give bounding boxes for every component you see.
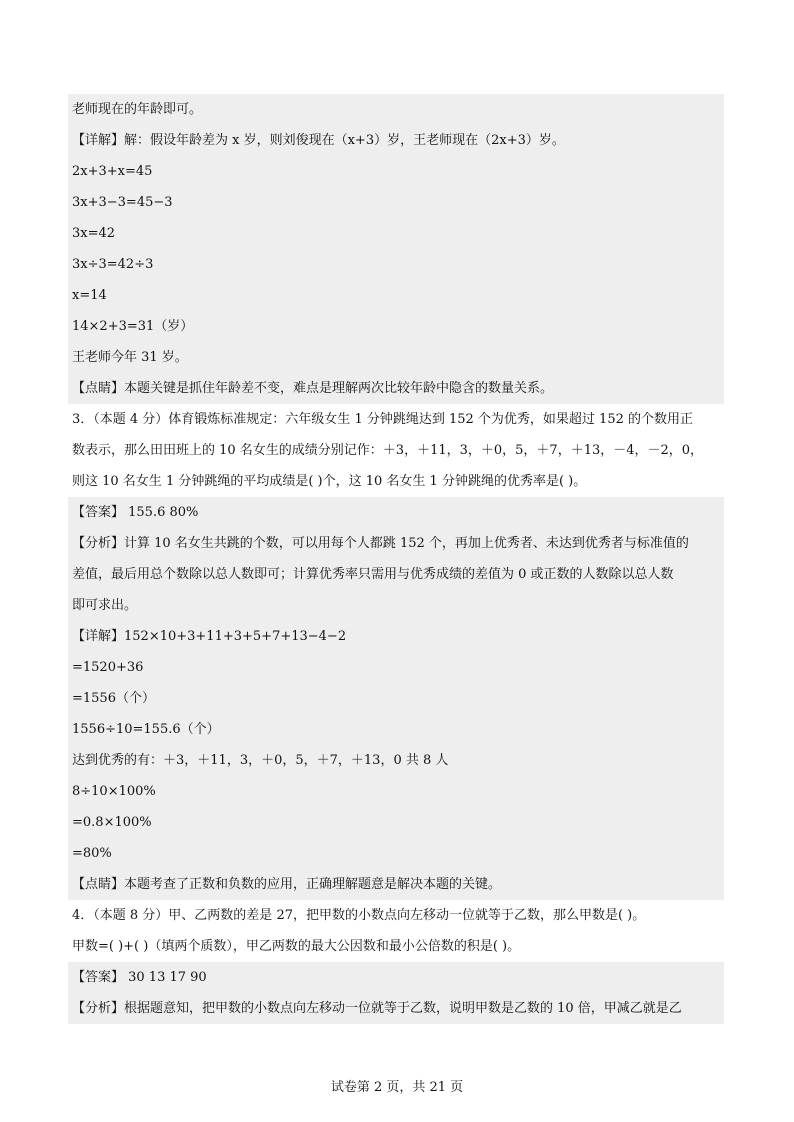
- text-line: 14×2+3=31（岁）: [68, 311, 724, 342]
- text-line: 3x=42: [68, 218, 724, 249]
- text-line: 3x+3−3=45−3: [68, 187, 724, 218]
- text-line: =1520+36: [68, 652, 724, 683]
- text-line: 达到优秀的有：＋3，＋11，3，＋0，5，＋7，＋13，0 共 8 人: [68, 745, 724, 776]
- text-line: 【详解】152×10+3+11+3+5+7+13−4−2: [68, 621, 724, 652]
- page-footer: 试卷第 2 页，共 21 页: [330, 1080, 464, 1095]
- text-line: 甲数=( )+( )（填两个质数），甲乙两数的最大公因数和最小公倍数的积是( )。: [72, 939, 521, 954]
- text-line: 老师现在的年龄即可。: [68, 94, 724, 125]
- text-line: 【答案】 155.6 80%: [68, 497, 724, 528]
- text-line: 3x÷3=42÷3: [68, 249, 724, 280]
- text-line: 【答案】 30 13 17 90: [68, 962, 724, 993]
- text-line: 【详解】解：假设年龄差为 x 岁，则刘俊现在（x+3）岁，王老师现在（2x+3）岁。: [68, 125, 724, 156]
- text-line: 则这 10 名女生 1 分钟跳绳的平均成绩是( )个，这 10 名女生 1 分钟跳绳的优秀率是( )。: [72, 474, 587, 489]
- text-line: x=14: [68, 280, 724, 311]
- text-line: 【点睛】本题关键是抓住年龄差不变，难点是理解两次比较年龄中隐含的数量关系。: [68, 373, 724, 404]
- text-line: 【点睛】本题考查了正数和负数的应用，正确理解题意是解决本题的关键。: [68, 869, 724, 900]
- text-line: 8÷10×100%: [68, 776, 724, 807]
- text-line: 4．（本题 8 分）甲、乙两数的差是 27，把甲数的小数点向左移动一位就等于乙数，那么甲数是( )。: [72, 908, 646, 923]
- text-line: 2x+3+x=45: [68, 156, 724, 187]
- text-line: 王老师今年 31 岁。: [68, 342, 724, 373]
- text-line: 数表示，那么田田班上的 10 名女生的成绩分别记作：＋3，＋11，3，＋0，5，＋7，＋13，－4，－2，0，: [72, 443, 704, 458]
- text-line: 即可求出。: [68, 590, 724, 621]
- page-content: [68, 94, 724, 1024]
- text-line: 【分析】根据题意知，把甲数的小数点向左移动一位就等于乙数，说明甲数是乙数的 10 倍，甲减乙就是乙: [68, 993, 724, 1024]
- text-line: 1556÷10=155.6（个）: [68, 714, 724, 745]
- text-line: 差值，最后用总个数除以总人数即可；计算优秀率只需用与优秀成绩的差值为 0 或正数的人数除以总人数: [68, 559, 724, 590]
- text-line: 3．（本题 4 分）体育锻炼标准规定：六年级女生 1 分钟跳绳达到 152 个为优秀，如果超过 152 的个数用正: [72, 412, 693, 427]
- text-line: 【分析】计算 10 名女生共跳的个数，可以用每个人都跳 152 个，再加上优秀者、未达到优秀者与标准值的: [68, 528, 724, 559]
- text-line: =0.8×100%: [68, 807, 724, 838]
- text-line: =1556（个）: [68, 683, 724, 714]
- text-line: =80%: [68, 838, 724, 869]
